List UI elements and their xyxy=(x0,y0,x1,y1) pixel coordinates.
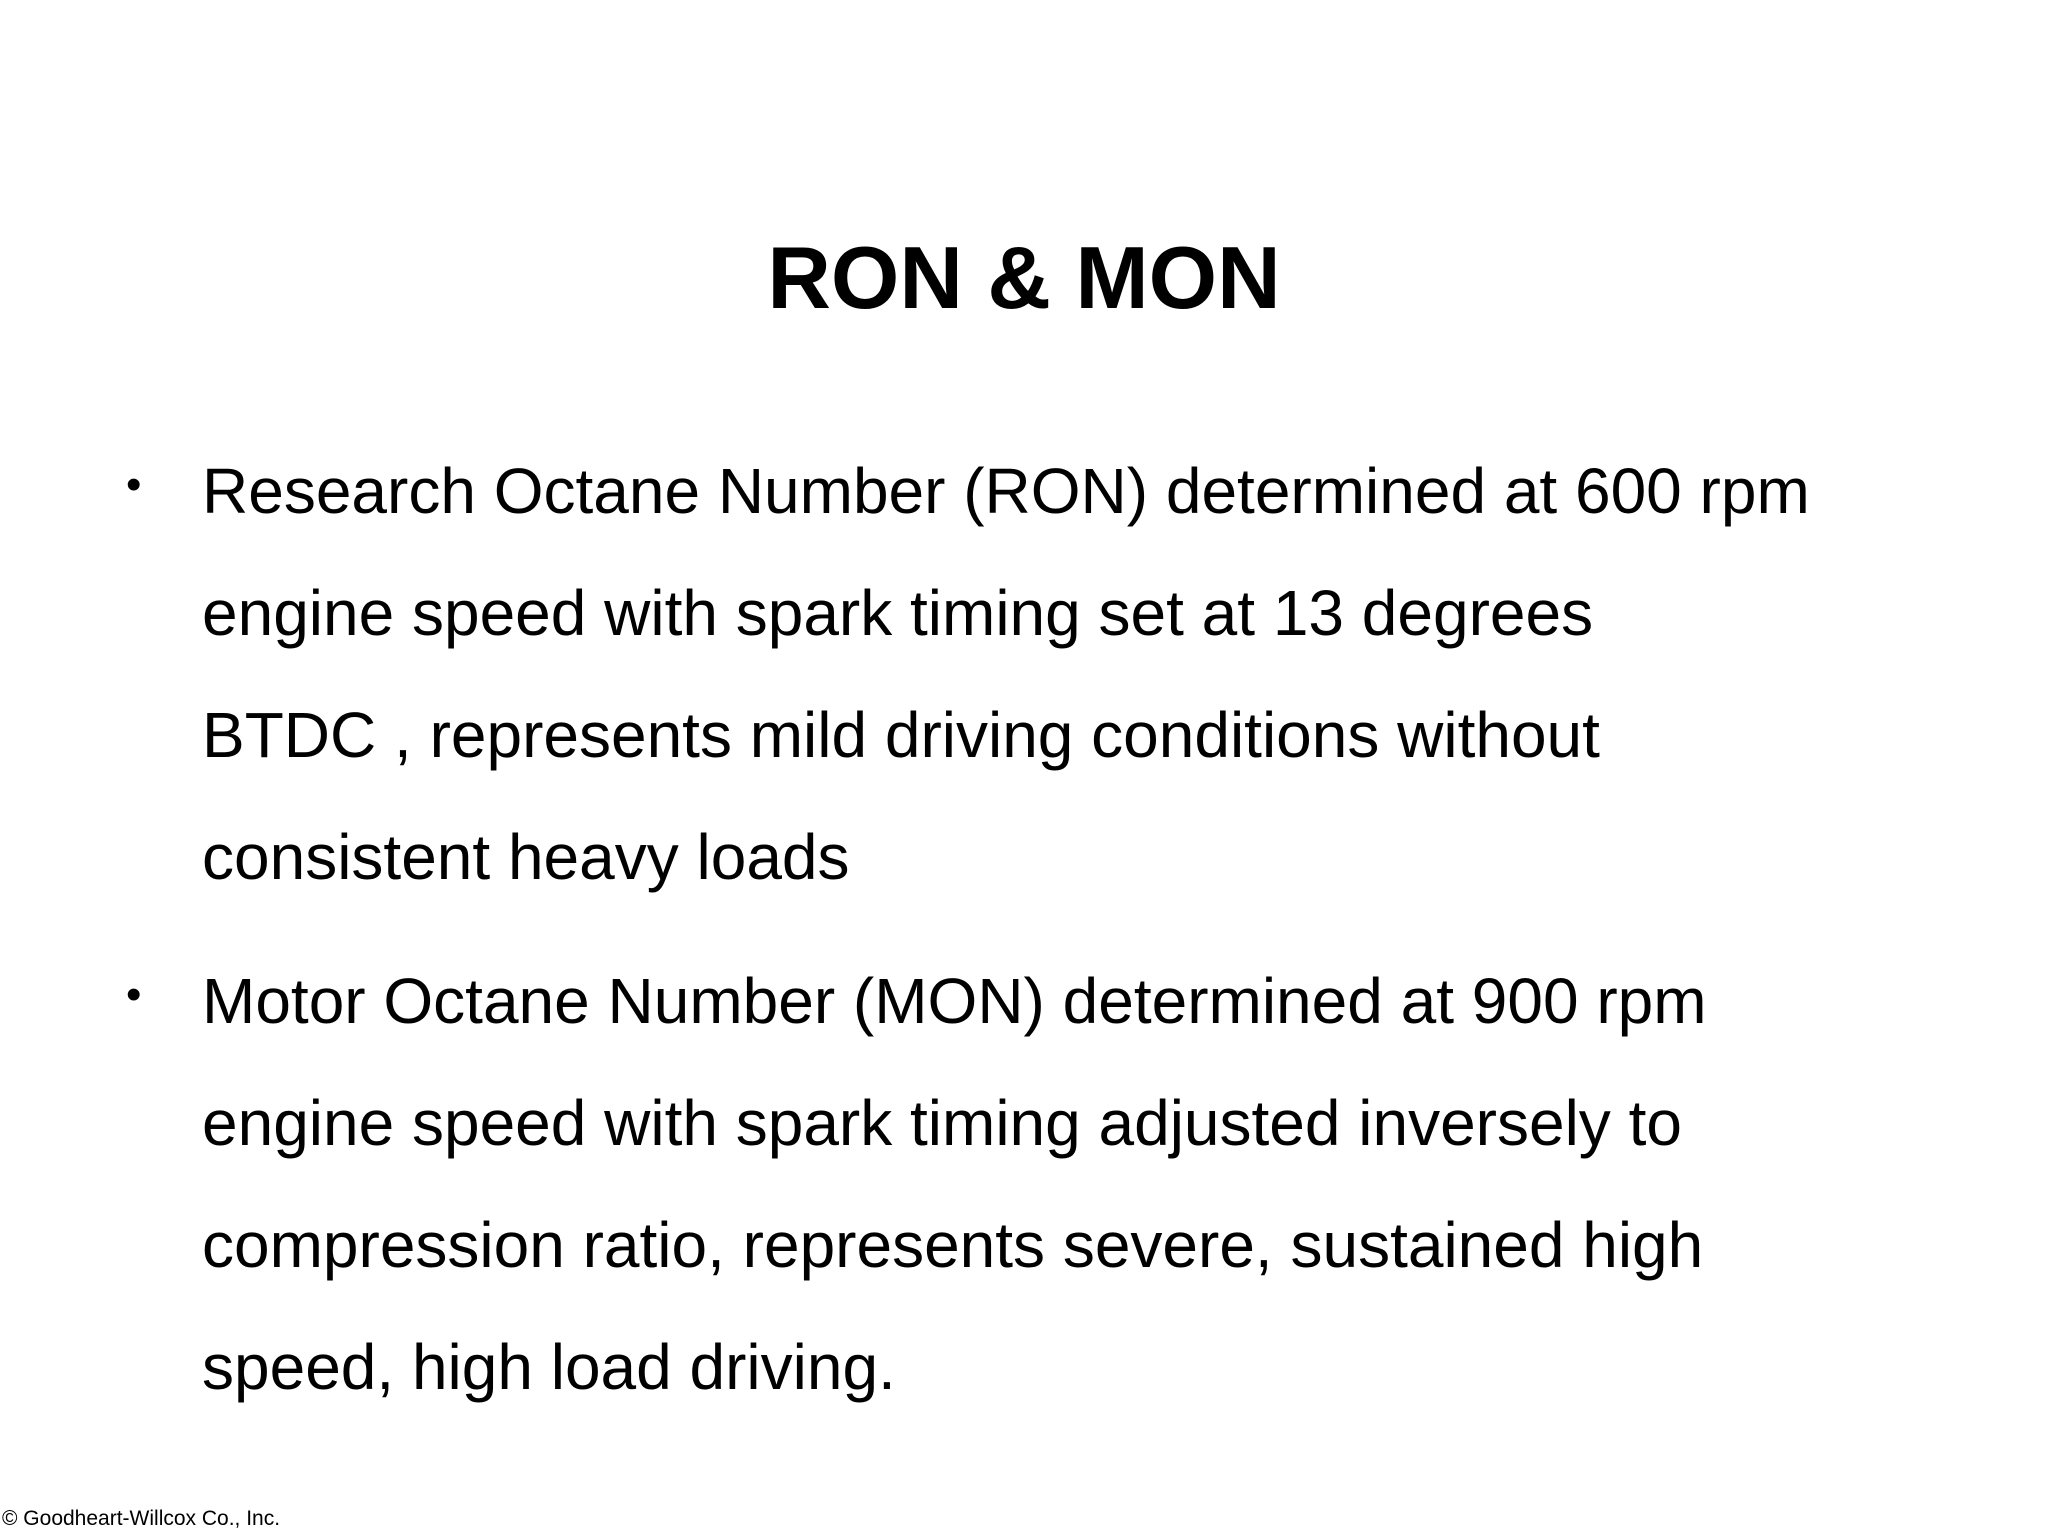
bullet-line: engine speed with spark timing adjusted inversely to xyxy=(202,1087,1682,1159)
bullet-line: engine speed with spark timing set at 13 degrees xyxy=(202,577,1594,649)
bullet-line: Motor Octane Number (MON) determined at 900 rpm xyxy=(202,965,1707,1037)
bullet-icon: • xyxy=(126,460,142,509)
bullet-item-mon xyxy=(0,940,2048,1428)
bullet-list xyxy=(0,430,2048,1450)
bullet-item-ron xyxy=(0,430,2048,918)
bullet-line: Research Octane Number (RON) determined at 600 rpm xyxy=(202,455,1810,527)
copyright-notice: © Goodheart-Willcox Co., Inc. xyxy=(2,1507,281,1530)
bullet-icon: • xyxy=(126,970,142,1019)
bullet-line: BTDC , represents mild driving conditions without xyxy=(202,699,1600,771)
bullet-line: speed, high load driving. xyxy=(202,1331,896,1403)
bullet-line: compression ratio, represents severe, sustained high xyxy=(202,1209,1704,1281)
slide-title: RON & MON xyxy=(767,228,1281,327)
bullet-line: consistent heavy loads xyxy=(202,821,850,893)
